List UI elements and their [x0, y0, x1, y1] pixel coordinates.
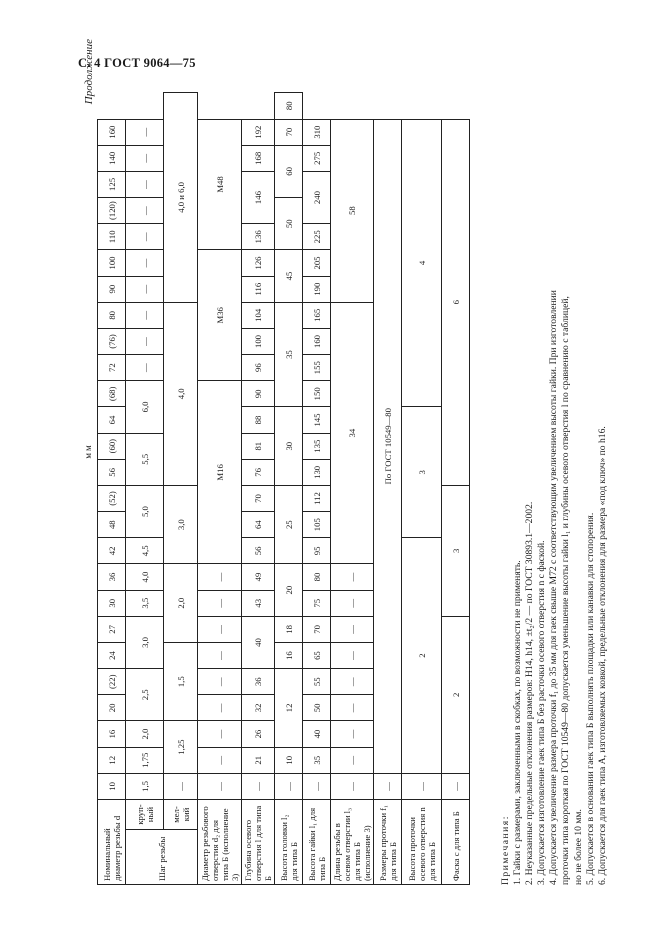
table-cell: — — [331, 564, 374, 590]
table-cell: 160 — [98, 119, 126, 145]
table-row — [242, 93, 275, 885]
table-cell: — — [331, 669, 374, 695]
table-cell: — — [331, 747, 374, 773]
table-cell: — — [331, 590, 374, 616]
table-cell: 110 — [98, 224, 126, 250]
table-cell: 100 — [98, 250, 126, 276]
table-cell: 6,0 — [126, 381, 164, 433]
table-cell: 10 — [275, 747, 303, 773]
table-cell: 80 — [275, 93, 303, 120]
table-cell: 130 — [303, 459, 331, 485]
note-line: 3. Допускается изготовление гаек типа Б без расточки осевого отверстия n с фаской. — [536, 540, 548, 885]
continuation-label: Продолжение — [83, 39, 95, 105]
table-cell: 24 — [98, 642, 126, 668]
notes-heading: Примечания: — [500, 815, 511, 885]
table-cell: — — [198, 564, 242, 590]
table-row — [198, 93, 242, 885]
table-cell: 49 — [242, 564, 275, 590]
table-cell: 3 — [442, 485, 470, 616]
table-cell: 3,0 — [126, 616, 164, 668]
table-cell: — — [198, 721, 242, 747]
table-row — [164, 93, 198, 885]
table-cell: 88 — [242, 407, 275, 433]
table-cell: 16 — [275, 642, 303, 668]
table-cell: — — [126, 224, 164, 250]
table-cell: (68) — [98, 381, 126, 407]
table-cell: 35 — [303, 747, 331, 773]
table-cell: — — [442, 773, 470, 799]
table-cell: — — [303, 773, 331, 799]
table-cell: 1,5 — [164, 642, 198, 721]
table-cell: 4,5 — [126, 538, 164, 564]
table-cell: — — [275, 773, 303, 799]
table-cell: 1,25 — [164, 721, 198, 773]
table-cell: 2 — [402, 538, 442, 774]
table-cell: 190 — [303, 276, 331, 302]
table-cell: — — [198, 590, 242, 616]
table-cell: 45 — [275, 250, 303, 302]
table-cell: 16 — [98, 721, 126, 747]
table-cell: 56 — [242, 538, 275, 564]
table-cell: 3 — [402, 407, 442, 538]
note-line: проточки типа короткая по ГОСТ 10549—80 допускается уменьшение высоты гайки l₁ и глубины осевого отверстия l по сравнению с таблицей, — [560, 296, 572, 885]
notes-list — [512, 37, 609, 885]
table-cell: 32 — [242, 695, 275, 721]
table-row — [303, 93, 331, 885]
table-cell: 70 — [303, 616, 331, 642]
table-cell: 81 — [242, 433, 275, 459]
table-cell: — — [331, 695, 374, 721]
table-cell: 205 — [303, 250, 331, 276]
table-cell: 55 — [303, 669, 331, 695]
table-cell: 135 — [303, 433, 331, 459]
rotated-content — [83, 37, 641, 885]
table-cell: 12 — [275, 669, 303, 748]
table-cell: 21 — [242, 747, 275, 773]
table-cell: 42 — [98, 538, 126, 564]
table-cell: M48 — [198, 119, 242, 250]
notes — [500, 37, 609, 885]
row-sublabel: мел-кий — [164, 800, 198, 830]
table-cell: 125 — [98, 171, 126, 197]
table-cell: 72 — [98, 355, 126, 381]
table-cell: 116 — [242, 276, 275, 302]
table-cell: M36 — [198, 250, 242, 381]
table-row — [402, 93, 442, 885]
table-row — [126, 93, 164, 885]
row-label: Фаска с для типа Б — [442, 800, 470, 885]
note-line: 1. Гайки с размерами, заключенными в скобках, по возможности не применять. — [512, 560, 524, 885]
table-cell: 35 — [275, 302, 303, 407]
table-cell: (52) — [98, 485, 126, 511]
row-sublabel: круп-ный — [126, 800, 164, 830]
table-cell: — — [402, 773, 442, 799]
table-cell: — — [331, 721, 374, 747]
table-cell: 76 — [242, 459, 275, 485]
table-cell: 58 — [331, 119, 374, 302]
table-cell: — — [126, 145, 164, 171]
table-cell: 5,5 — [126, 433, 164, 485]
table-cell: (76) — [98, 328, 126, 354]
table-cell: — — [198, 695, 242, 721]
table-cell: (60) — [98, 433, 126, 459]
table-cell: — — [198, 642, 242, 668]
table-cell: — — [126, 355, 164, 381]
table-cell: — — [126, 171, 164, 197]
table-cell: — — [164, 773, 198, 799]
table-row — [331, 93, 374, 885]
table-cell: 4,0 — [126, 564, 164, 590]
table-cell: 96 — [242, 355, 275, 381]
table-cell: 30 — [98, 590, 126, 616]
table-cell: 90 — [242, 381, 275, 407]
row-label: Глубина осевого отверстия l для типа Б — [242, 800, 275, 885]
row-label: Длина резьбы в осевом отверстии l₃ для типа Б (исполнение 3) — [331, 800, 374, 885]
row-label: Высота головки l₂ для типа Б — [275, 800, 303, 885]
table-cell: 25 — [275, 485, 303, 564]
table-cell: 43 — [242, 590, 275, 616]
table-cell: (22) — [98, 669, 126, 695]
table-cell: 3,0 — [164, 485, 198, 564]
table-cell: 105 — [303, 512, 331, 538]
table-cell: — — [331, 642, 374, 668]
table-cell: 140 — [98, 145, 126, 171]
row-label: Высота гайки l₁ для типа Б — [303, 800, 331, 885]
table-cell: — — [331, 773, 374, 799]
table-cell: 80 — [98, 302, 126, 328]
table-cell: 36 — [98, 564, 126, 590]
table-cell: 192 — [242, 119, 275, 145]
table-cell: 40 — [303, 721, 331, 747]
table-cell: 136 — [242, 224, 275, 250]
table-cell: 50 — [303, 695, 331, 721]
table-cell: 95 — [303, 538, 331, 564]
table-cell: 145 — [303, 407, 331, 433]
table-cell: 20 — [275, 564, 303, 616]
table-cell: 64 — [98, 407, 126, 433]
table-cell: 12 — [98, 747, 126, 773]
note-line: 4. Допускается увеличение размера проточки f₁ до 35 мм для гаек свыше M72 с соответствующим увеличением высоты гайки. При изготовлении — [548, 290, 560, 885]
table-cell: 275 — [303, 145, 331, 171]
table-cell: 64 — [242, 512, 275, 538]
table-cell: 27 — [98, 616, 126, 642]
table-cell: — — [126, 276, 164, 302]
table-cell: 310 — [303, 119, 331, 145]
table-cell: 155 — [303, 355, 331, 381]
table-cell: По ГОСТ 10549—80 — [374, 119, 402, 773]
table-cell: 20 — [98, 695, 126, 721]
table-cell: — — [374, 773, 402, 799]
table-cell: — — [198, 747, 242, 773]
table-cell: — — [198, 669, 242, 695]
note-line: 2. Неуказанные предельные отклонения размеров: H14, h14, ±t₂/2 — по ГОСТ 30893.1—2002. — [524, 501, 536, 885]
table-cell: 2,0 — [126, 721, 164, 747]
table-cell: 26 — [242, 721, 275, 747]
table-cell: 150 — [303, 381, 331, 407]
table-cell: 104 — [242, 302, 275, 328]
table-row — [374, 93, 402, 885]
table-cell: — — [126, 328, 164, 354]
table-cell: 1,5 — [126, 773, 164, 799]
table-cell: 1,75 — [126, 747, 164, 773]
table-cell: 10 — [98, 773, 126, 799]
table-cell: 18 — [275, 616, 303, 642]
table-cell: 2 — [442, 616, 470, 773]
table-cell: — — [198, 616, 242, 642]
table-cell: 4 — [402, 119, 442, 407]
table-cell: 4,0 — [164, 302, 198, 485]
note-line: 5. Допускается в основании гаек типа Б выполнять площадки или канавки для стопорения. — [584, 512, 596, 885]
table-cell: — — [126, 302, 164, 328]
row-label: Высота проточки осевого отверстия n для типа Б — [402, 800, 442, 885]
table-cell: (120) — [98, 198, 126, 224]
table-row — [442, 93, 470, 885]
table-cell: 2,0 — [164, 564, 198, 643]
table-cell: 160 — [303, 328, 331, 354]
page-header: С. 4 ГОСТ 9064—75 — [78, 56, 196, 70]
table-cell: — — [126, 119, 164, 145]
table-cell: 75 — [303, 590, 331, 616]
table-cell: — — [126, 198, 164, 224]
table-row — [275, 93, 303, 885]
table-cell: 70 — [242, 485, 275, 511]
table-cell: 168 — [242, 145, 275, 171]
table-cell: 65 — [303, 642, 331, 668]
unit-label: мм — [83, 443, 93, 459]
note-line: 6. Допускается для гаек типа А, изготовляемых ковкой, предельные отклонения для размера «под ключ» по h16. — [596, 426, 608, 885]
table-cell: 112 — [303, 485, 331, 511]
table-cell: 3,5 — [126, 590, 164, 616]
table-cell: 165 — [303, 302, 331, 328]
table-cell: 2,5 — [126, 669, 164, 721]
table-cell: 146 — [242, 171, 275, 223]
table-cell: — — [126, 250, 164, 276]
table-cell: 240 — [303, 171, 331, 223]
table-cell: 56 — [98, 459, 126, 485]
table-cell: 34 — [331, 302, 374, 564]
row-label: Шаг резьбы — [126, 830, 198, 885]
table-cell: 225 — [303, 224, 331, 250]
table-cell: 80 — [303, 564, 331, 590]
table-row — [98, 93, 126, 885]
row-label: Номинальный диаметр резьбы d — [98, 800, 126, 885]
table-cell: 4,0 и 6,0 — [164, 93, 198, 303]
table-cell: — — [331, 616, 374, 642]
table-cell: 50 — [275, 198, 303, 250]
table-cell: 48 — [98, 512, 126, 538]
table-cell: 60 — [275, 145, 303, 197]
table-cell: 70 — [275, 119, 303, 145]
row-label: Размеры проточки f₁ для типа Б — [374, 800, 402, 885]
table-cell: 90 — [98, 276, 126, 302]
table-cell: 36 — [242, 669, 275, 695]
table-cell: 40 — [242, 616, 275, 668]
table-cell: 30 — [275, 407, 303, 486]
table-cell: 6 — [442, 119, 470, 485]
row-label: Диаметр резьбового отверстия d₂ для типа Б (исполнение 3) — [198, 800, 242, 885]
note-line: но не более 10 мм. — [572, 809, 584, 885]
table-cell: 5,0 — [126, 485, 164, 537]
table-cell: 126 — [242, 250, 275, 276]
table-cell: — — [242, 773, 275, 799]
table-cell: M16 — [198, 381, 242, 564]
table-cell: 100 — [242, 328, 275, 354]
dimensions-table — [97, 92, 470, 885]
table-cell: — — [198, 773, 242, 799]
